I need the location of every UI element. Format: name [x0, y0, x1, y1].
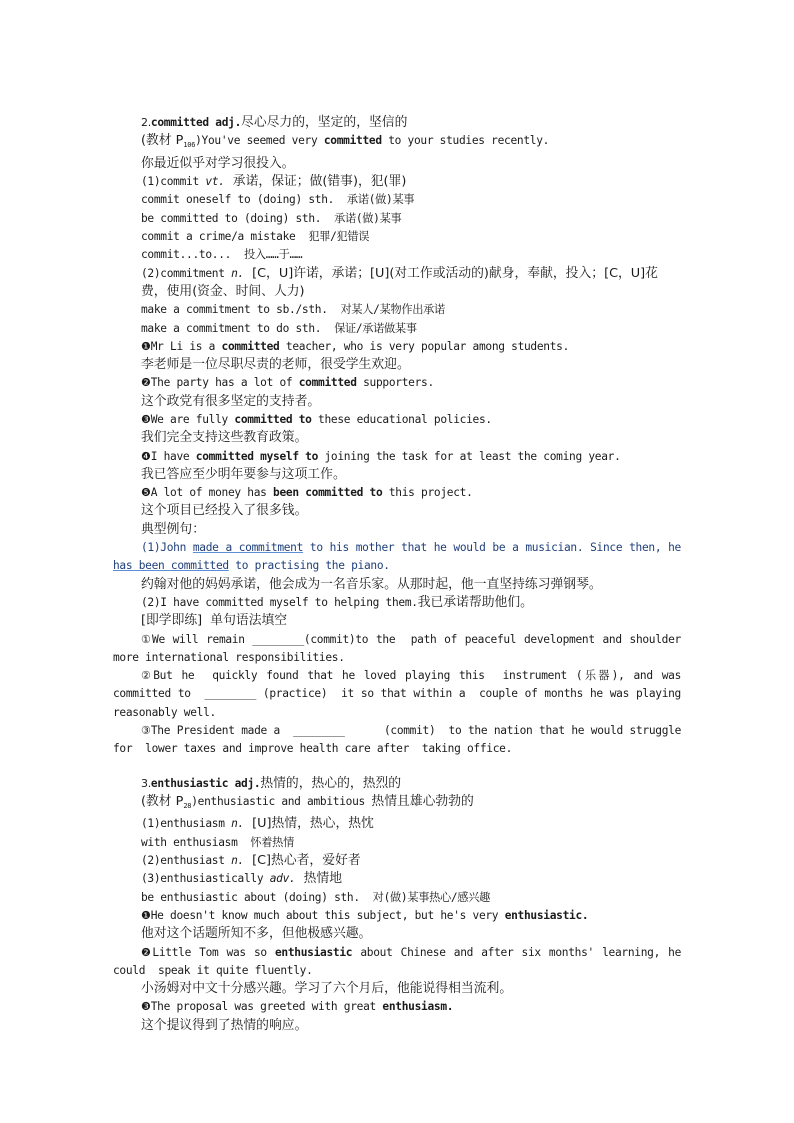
- typical-example-2: [113, 594, 681, 612]
- example-sentence: [113, 484, 681, 502]
- example-translation: 我们完全支持这些教育政策。: [141, 430, 308, 446]
- example-sentence: [113, 944, 688, 981]
- part-of-speech: n.: [231, 854, 244, 868]
- entry-number: 3.: [141, 776, 151, 790]
- example-sentence: [113, 411, 681, 429]
- example-translation: 他对这个话题所知不多，但他极感兴趣。: [141, 926, 372, 942]
- entry-heading-enthusiastic: [113, 775, 681, 793]
- collocation: commit...to... 投入……于……: [141, 248, 303, 262]
- source-translation: 热情且雄心勃勃的: [371, 793, 474, 809]
- derivative-meaning: [U]热情，热心，热忱: [243, 816, 374, 832]
- typical-example-text: (1)John: [141, 541, 193, 555]
- source-text: )You've seemed very: [195, 134, 324, 148]
- headword: enthusiastic adj.: [150, 776, 261, 790]
- page-number: 28: [183, 802, 192, 811]
- derivative-word: (3)enthusiastically: [141, 872, 270, 886]
- derivative-enthusiast: [113, 852, 681, 870]
- example-sentence-text: joining the task for at least the coming year.: [318, 449, 621, 463]
- example-sentence-text: these educational policies.: [311, 412, 492, 426]
- derivative-meaning: [C，U]许诺，承诺；[U](对工作或活动的)献身，奉献，投入；[C，U]花费，使用(资金、时间、人力): [141, 265, 658, 299]
- practice-question: ③The President made a ________ (commit) to the nation that he would struggle for lower taxes and improve health care after taking office.: [113, 724, 688, 756]
- entry-number: 2.: [141, 116, 151, 129]
- example-sentence-text: committed myself to: [195, 449, 319, 463]
- source-translation: 你最近似乎对学习很投入。: [141, 155, 295, 171]
- typical-example-text: to his mother that he would be a musician. Since then, he: [303, 541, 688, 555]
- example-sentence-text: enthusiastic.: [504, 908, 589, 922]
- source-label: (教材 P: [141, 793, 184, 809]
- example-sentence: [113, 448, 681, 466]
- example-translation: 我已答应至少明年要参与这项工作。: [141, 466, 346, 482]
- entry-heading-committed: [113, 114, 681, 132]
- collocation: commit oneself to (doing) sth. 承诺(做)某事: [141, 193, 415, 207]
- section-gap: [113, 759, 681, 775]
- example-translation: 这个提议得到了热情的响应。: [141, 1017, 308, 1033]
- source-text: )enthusiastic and ambitious: [191, 794, 372, 808]
- headword-meaning: 尽心尽力的，坚定的，坚信的: [241, 115, 408, 130]
- typical-examples-label: 典型例句：: [141, 521, 205, 537]
- derivative-word: (1)enthusiasm: [141, 817, 232, 831]
- example-sentence-text: ❸The proposal was greeted with great: [141, 1000, 383, 1014]
- headword-meaning: 热情的，热心的，热烈的: [260, 775, 402, 791]
- derivative-commit: [113, 173, 681, 191]
- derivative-commitment: [113, 265, 681, 302]
- example-translation: 李老师是一位尽职尽责的老师，很受学生欢迎。: [141, 357, 410, 373]
- example-sentence: [113, 338, 681, 356]
- example-sentence-text: about Chinese and after six months' learning, he could speak it quite fluently.: [113, 945, 688, 977]
- example-sentence-text: ❶He doesn't know much about this subject, but he's very: [141, 908, 505, 922]
- example-sentence-text: supporters.: [356, 376, 434, 390]
- example-sentence: [113, 907, 681, 925]
- keyword: committed: [323, 134, 382, 148]
- example-sentence-text: ❷The party has a lot of: [141, 376, 299, 390]
- example-sentence-text: this project.: [382, 486, 473, 500]
- textbook-source: [113, 132, 681, 155]
- derivative-meaning: 热情地: [295, 871, 342, 887]
- example-sentence-text: enthusiastic: [274, 945, 353, 959]
- part-of-speech: adv.: [269, 872, 296, 886]
- collocation: make a commitment to do sth. 保证/承诺做某事: [141, 321, 417, 335]
- collocation: commit a crime/a mistake 犯罪/犯错误: [141, 230, 370, 244]
- example-sentence-text: enthusiasm.: [382, 1000, 454, 1014]
- collocation: be enthusiastic about (doing) sth. 对(做)某事热心/感兴趣: [141, 890, 490, 904]
- page-number: 106: [183, 141, 196, 150]
- derivative-meaning: [C]热心者，爱好者: [243, 853, 361, 869]
- source-text: to your studies recently.: [381, 134, 550, 148]
- example-sentence-text: ❶Mr Li is a: [141, 339, 222, 353]
- example-translation: 这个项目已经投入了很多钱。: [141, 503, 308, 519]
- example-sentence-text: committed: [298, 376, 357, 390]
- example-sentence-text: ❹I have: [141, 449, 196, 463]
- example-sentence: [113, 998, 681, 1016]
- example-sentence-text: ❸We are fully: [141, 412, 235, 426]
- derivative-word: (1)commit: [141, 175, 206, 189]
- typical-example-1: [113, 539, 688, 576]
- example-sentence: [113, 374, 681, 392]
- typical-example-text: has been committed: [113, 559, 229, 573]
- practice-question: ①We will remain ________(commit)to the path of peaceful development and shoulder more international responsibilities.: [113, 632, 694, 664]
- practice-question: ②But he quickly found that he loved playing this instrument (乐器), and was committed to ________ (practice) it so that within a couple of months he was playing reasonably well.: [113, 669, 694, 719]
- textbook-source: [113, 793, 681, 816]
- derivative-enthusiastically: [113, 870, 681, 888]
- part-of-speech: vt.: [205, 175, 225, 189]
- derivative-word: (2)enthusiast: [141, 854, 232, 868]
- example-translation: 小汤姆对中文十分感兴趣。学习了六个月后，他能说得相当流利。: [141, 981, 513, 997]
- typical-example-text: (2)I have committed myself to helping them.: [141, 595, 418, 609]
- part-of-speech: n.: [231, 817, 244, 831]
- collocation: make a commitment to sb./sth. 对某人/某物作出承诺: [141, 303, 445, 317]
- collocation: be committed to (doing) sth. 承诺(做)某事: [141, 211, 402, 225]
- typical-example-text: made a commitment: [192, 541, 304, 555]
- example-sentence-text: ❷Little Tom was so: [141, 945, 275, 959]
- example-sentence-text: committed: [221, 339, 280, 353]
- derivative-enthusiasm: [113, 815, 681, 833]
- example-sentence-text: ❺A lot of money has: [141, 486, 274, 500]
- example-sentence-text: been committed to: [273, 486, 383, 500]
- typical-example-text: 我已承诺帮助他们。: [417, 594, 533, 610]
- derivative-word: (2)commitment: [141, 266, 232, 280]
- source-label: (教材 P: [141, 133, 184, 149]
- derivative-meaning: 承诺，保证；做(错事)，犯(罪): [224, 174, 407, 190]
- typical-example-translation: 约翰对他的妈妈承诺，他会成为一名音乐家。从那时起，他一直坚持练习弹钢琴。: [141, 576, 602, 592]
- example-sentence-text: committed to: [234, 412, 312, 426]
- document-page: [113, 114, 694, 1035]
- example-translation: 这个政党有很多坚定的支持者。: [141, 393, 321, 409]
- collocation: with enthusiasm 怀着热情: [141, 835, 294, 849]
- typical-example-text: to practising the piano.: [228, 559, 390, 573]
- part-of-speech: n.: [231, 266, 244, 280]
- practice-heading: [即学即练] 单句语法填空: [141, 613, 288, 629]
- example-sentence-text: teacher, who is very popular among students.: [279, 339, 570, 353]
- headword: committed adj.: [150, 116, 242, 129]
